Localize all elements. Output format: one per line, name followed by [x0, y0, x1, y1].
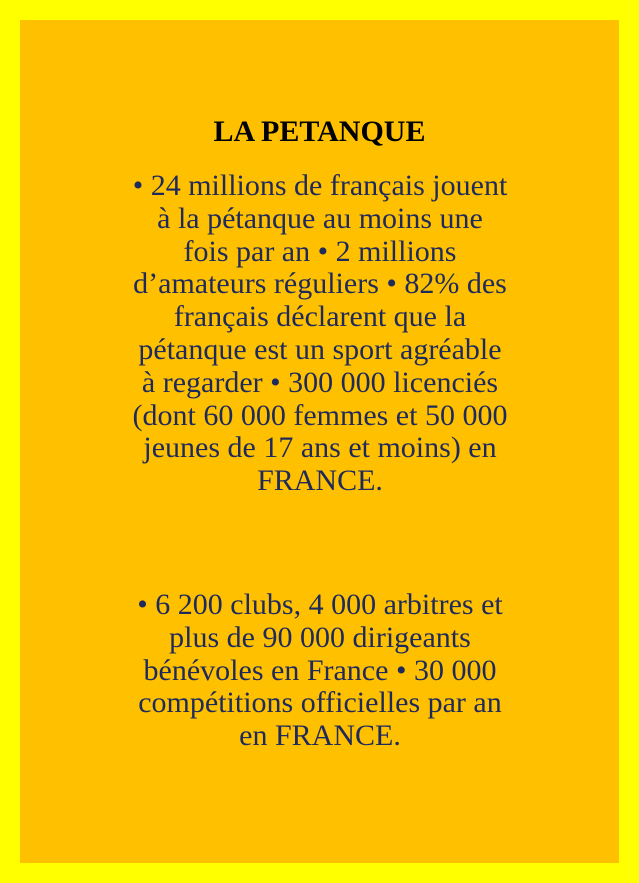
stats-paragraph-1: • 24 millions de français jouent à la pétanque au moins une fois par an • 2 millions d’amateurs réguliers • 82% des français déclarent que la pétanque est un sport agréable à regarder • 300 000 licenciés (dont 60 000 femmes et 50 000 jeunes de 17 ans et moins) en FRANCE. [132, 169, 508, 498]
info-card [20, 20, 619, 863]
card-title: LA PETANQUE [213, 115, 426, 148]
stats-paragraph-2: • 6 200 clubs, 4 000 arbitres et plus de 90 000 dirigeants bénévoles en France • 30 000 compétitions officielles par an en FRANCE. [137, 588, 503, 753]
